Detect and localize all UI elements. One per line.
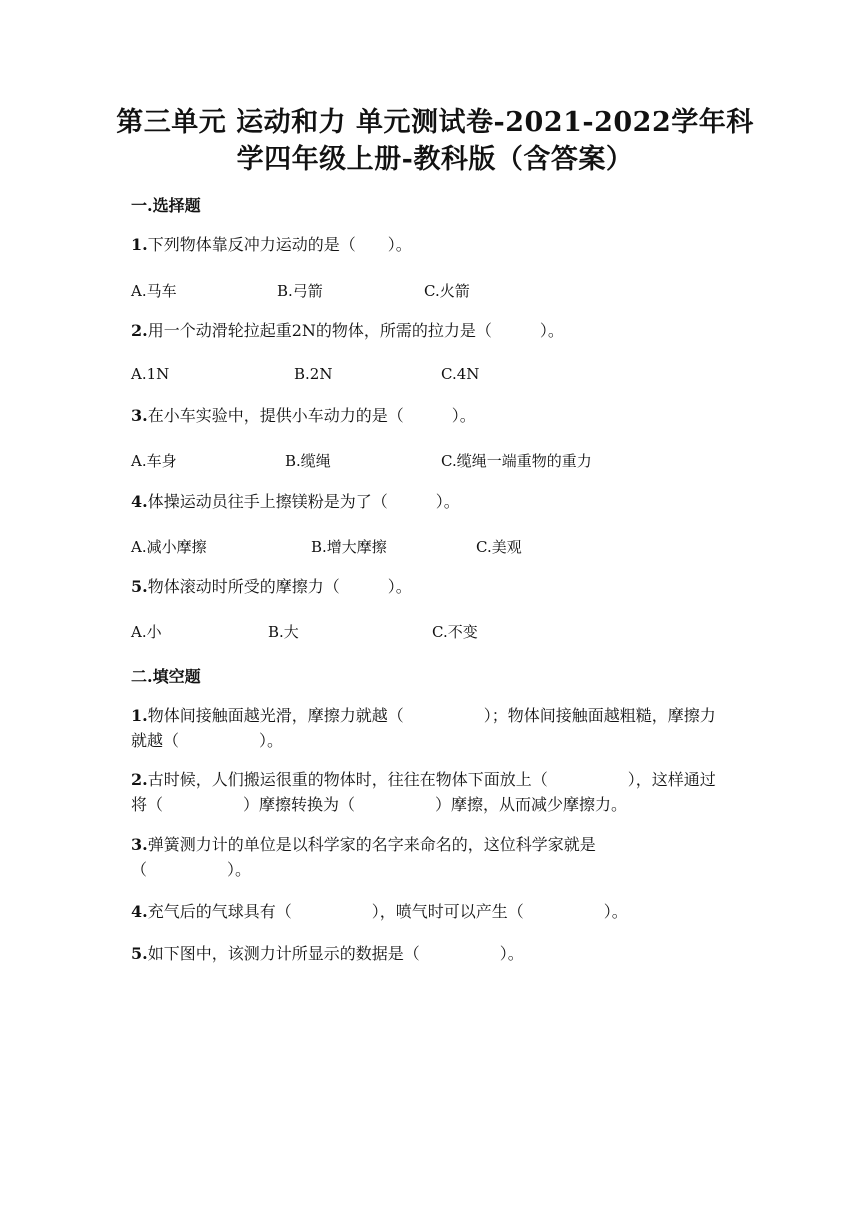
fill-question-3 [131, 832, 651, 882]
question-text: 物体间接触面越光滑，摩擦力就越（ ）；物体间接触面越粗糙，摩擦力就越（ ）。 [131, 706, 716, 750]
section-heading-fill: 二.填空题 [131, 667, 201, 686]
option-a: A.减小摩擦 [131, 538, 207, 556]
title-line-2: 学四年级上册-教科版（含答案） [236, 144, 634, 175]
option-a: A.马车 [131, 282, 177, 300]
choice-question-4 [131, 489, 460, 514]
choice-options-3 [131, 450, 751, 470]
question-number: 1. [131, 235, 148, 254]
choice-options-5 [131, 621, 751, 641]
option-c: C.火箭 [424, 282, 470, 300]
fill-question-4 [131, 899, 628, 924]
option-b: B.大 [268, 623, 299, 641]
option-a: A.1N [131, 365, 170, 383]
question-number: 3. [131, 835, 148, 854]
question-number: 2. [131, 321, 148, 340]
option-c: C.缆绳一端重物的重力 [441, 452, 592, 470]
fill-question-5 [131, 941, 524, 966]
section-heading-choice: 一.选择题 [131, 196, 201, 215]
question-text: 弹簧测力计的单位是以科学家的名字来命名的，这位科学家就是（ ）。 [131, 835, 596, 879]
choice-options-2 [131, 365, 751, 385]
option-b: B.弓箭 [277, 282, 323, 300]
question-text: 体操运动员往手上擦镁粉是为了（ ）。 [147, 492, 460, 511]
fill-question-2 [131, 767, 731, 817]
question-text: 如下图中，该测力计所显示的数据是（ ）。 [147, 944, 524, 963]
choice-question-5 [131, 574, 412, 599]
question-text: 用一个动滑轮拉起重2N的物体，所需的拉力是（ ）。 [147, 321, 564, 340]
choice-question-1 [131, 232, 412, 257]
choice-question-2 [131, 318, 564, 343]
question-number: 5. [131, 944, 148, 963]
option-c: C.不变 [432, 623, 478, 641]
question-number: 4. [131, 902, 148, 921]
option-a: A.车身 [131, 452, 177, 470]
question-number: 5. [131, 577, 148, 596]
option-b: B.2N [294, 365, 333, 383]
question-text: 下列物体靠反冲力运动的是（ ）。 [147, 235, 412, 254]
question-text: 古时候，人们搬运很重的物体时，往往在物体下面放上（ ），这样通过将（ ）摩擦转换为（ ）摩擦，从而减少摩擦力。 [131, 770, 716, 814]
option-c: C.美观 [476, 538, 522, 556]
choice-options-1 [131, 280, 751, 300]
option-b: B.缆绳 [285, 452, 331, 470]
option-b: B.增大摩擦 [311, 538, 387, 556]
question-text: 物体滚动时所受的摩擦力（ ）。 [147, 577, 412, 596]
question-number: 1. [131, 706, 148, 725]
question-number: 4. [131, 492, 148, 511]
question-number: 3. [131, 406, 148, 425]
choice-question-3 [131, 403, 476, 428]
question-text: 充气后的气球具有（ ），喷气时可以产生（ ）。 [147, 902, 628, 921]
option-a: A.小 [131, 623, 162, 641]
question-number: 2. [131, 770, 148, 789]
page-title [95, 104, 775, 178]
question-text: 在小车实验中，提供小车动力的是（ ）。 [147, 406, 476, 425]
title-line-1: 第三单元 运动和力 单元测试卷-2021-2022学年科 [116, 107, 754, 138]
choice-options-4 [131, 536, 751, 556]
fill-question-1 [131, 703, 731, 753]
option-c: C.4N [441, 365, 480, 383]
